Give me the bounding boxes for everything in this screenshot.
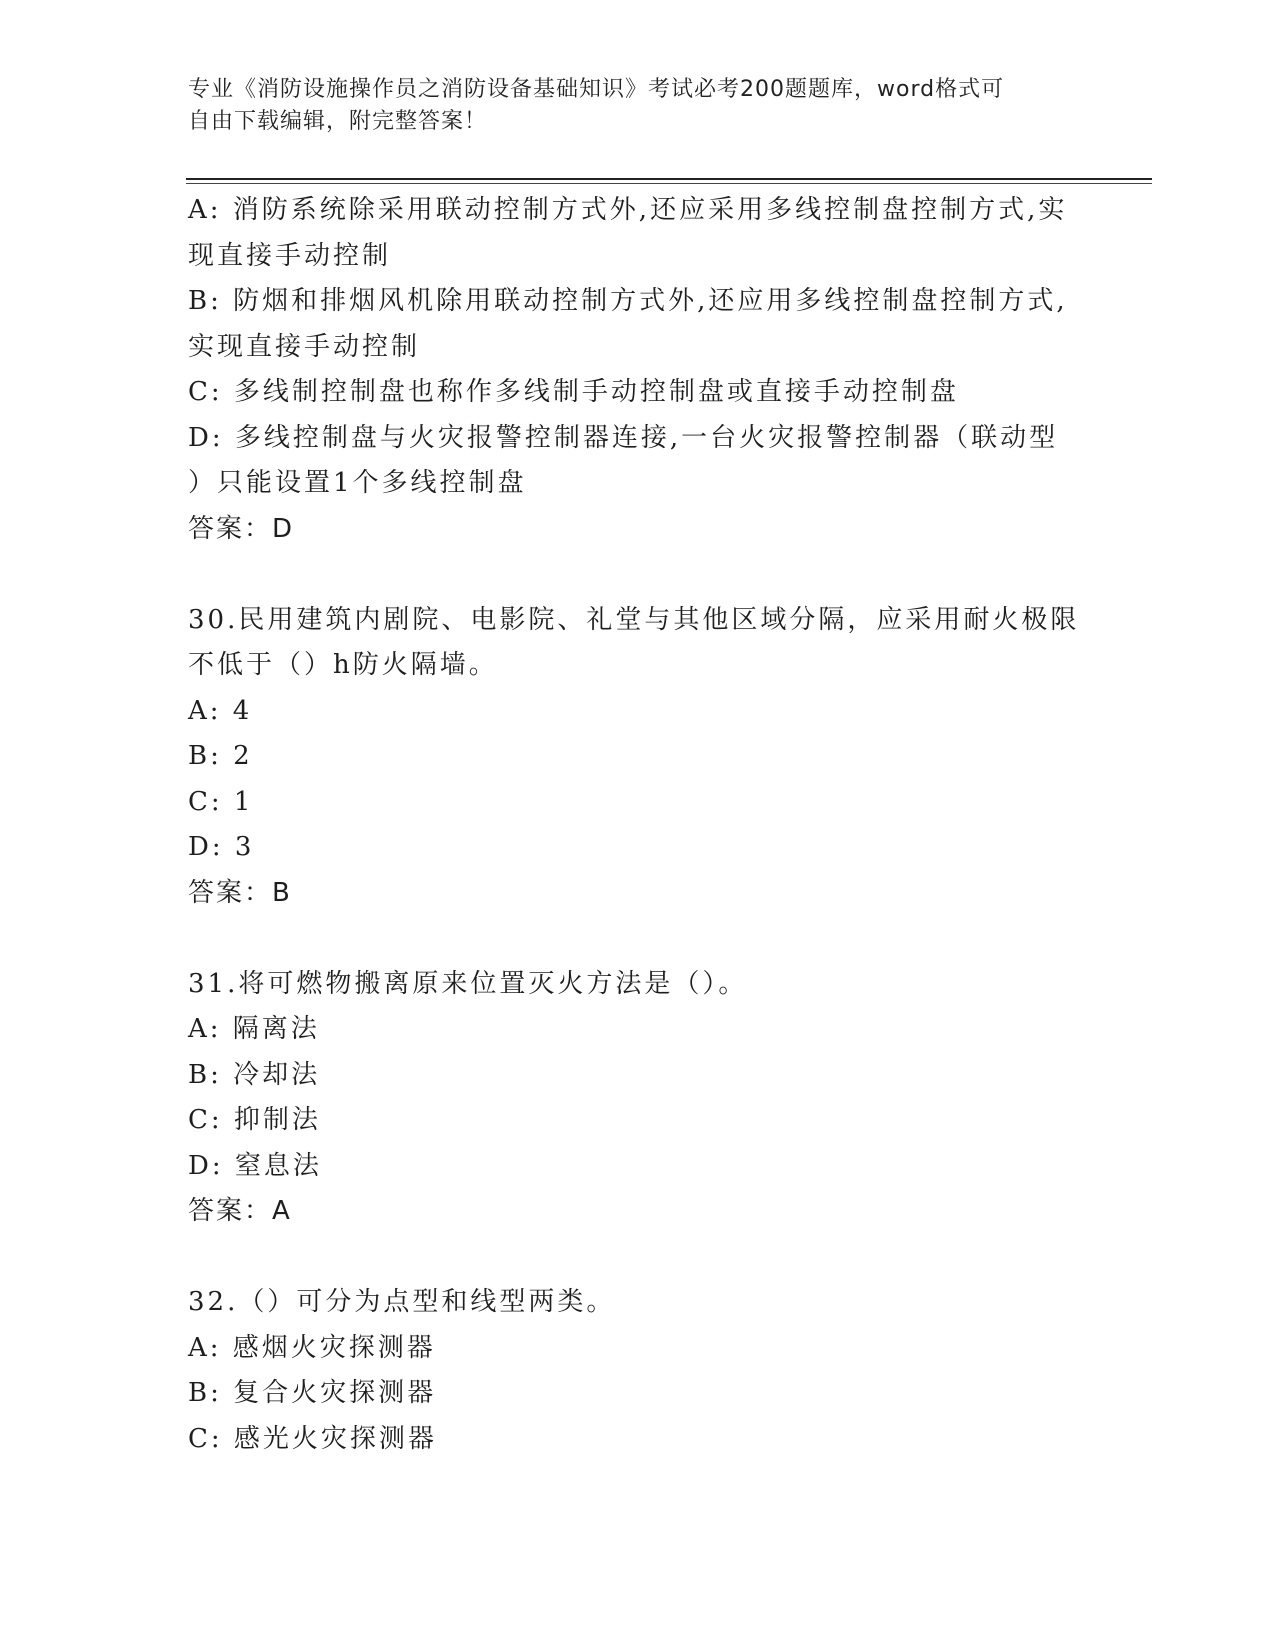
spacer — [188, 916, 1078, 962]
answer: 答案：B — [188, 877, 292, 908]
answer: 答案：D — [188, 513, 295, 544]
option-a-line-1: A: 消防系统除采用联动控制方式外,还应采用多线控制盘控制方式,实 — [188, 195, 1068, 225]
spacer — [188, 552, 1078, 598]
header-divider-thin — [186, 183, 1152, 184]
question-stem: 32.（）可分为点型和线型两类。 — [188, 1287, 616, 1317]
question-29-options — [188, 188, 1078, 552]
option-a: A: 4 — [188, 695, 253, 726]
option-a-line-2: 现直接手动控制 — [188, 240, 392, 271]
option-c: C: 1 — [188, 786, 254, 817]
option-b-line-2: 实现直接手动控制 — [188, 331, 421, 362]
spacer — [188, 1235, 1078, 1281]
option-b-line-1: B: 防烟和排烟风机除用联动控制方式外,还应用多线控制盘控制方式, — [188, 286, 1068, 316]
option-b: B: 2 — [188, 741, 253, 771]
option-d-line-1: D: 多线控制盘与火灾报警控制器连接,一台火灾报警控制器（联动型 — [188, 422, 1059, 453]
header-line-2: 自由下载编辑，附完整答案！ — [188, 109, 488, 134]
document-header — [188, 74, 1068, 138]
option-c: C: 抑制法 — [188, 1105, 321, 1135]
question-31 — [188, 962, 1078, 1235]
answer: 答案：A — [188, 1196, 292, 1226]
option-d: D: 3 — [188, 832, 255, 862]
option-b: B: 复合火灾探测器 — [188, 1378, 437, 1408]
question-32 — [188, 1280, 1078, 1462]
header-line-1: 专业《消防设施操作员之消防设备基础知识》考试必考200题题库，word格式可 — [188, 77, 1005, 102]
option-c: C: 感光火灾探测器 — [188, 1423, 437, 1454]
option-d-line-2: ）只能设置1个多线控制盘 — [188, 468, 527, 498]
question-stem-line-1: 30.民用建筑内剧院、电影院、礼堂与其他区域分隔，应采用耐火极限 — [188, 604, 1080, 635]
question-stem: 31.将可燃物搬离原来位置灭火方法是（）。 — [188, 968, 748, 999]
option-a: A: 隔离法 — [188, 1014, 320, 1044]
option-d: D: 窒息法 — [188, 1150, 322, 1181]
question-stem-line-2: 不低于（）h防火隔墙。 — [188, 650, 498, 680]
document-body — [188, 188, 1078, 1462]
option-b: B: 冷却法 — [188, 1059, 321, 1090]
option-a: A: 感烟火灾探测器 — [188, 1332, 436, 1363]
question-30 — [188, 598, 1078, 917]
header-divider-thick — [186, 178, 1152, 180]
option-c: C: 多线制控制盘也称作多线制手动控制盘或直接手动控制盘 — [188, 377, 959, 407]
